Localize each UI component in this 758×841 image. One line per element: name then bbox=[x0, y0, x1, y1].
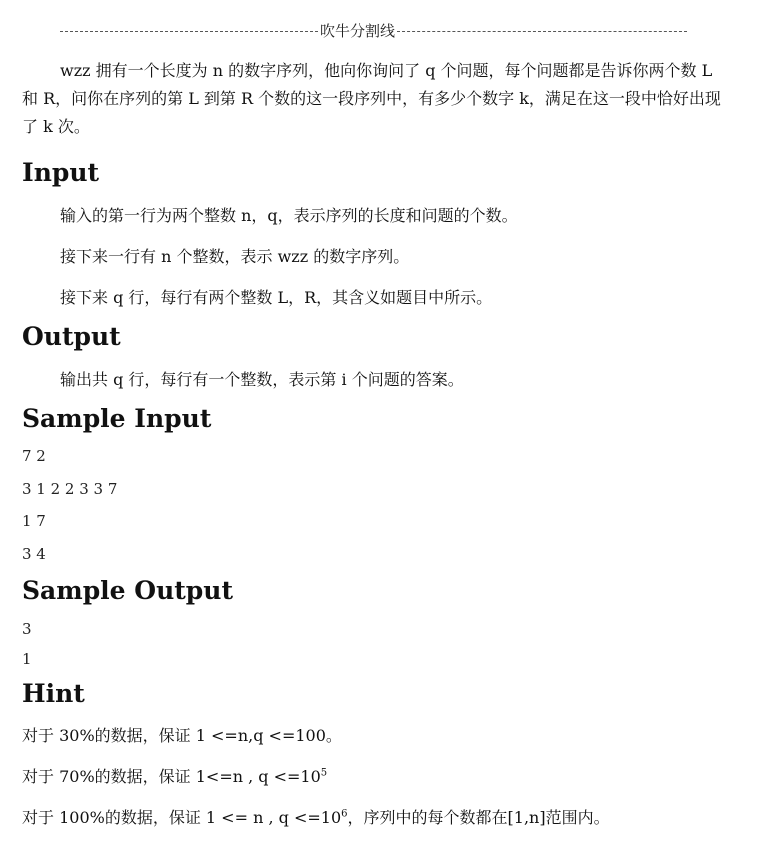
sample-input-line-3: 1 7 bbox=[22, 512, 46, 530]
sample-input-line-1: 7 2 bbox=[22, 447, 46, 465]
sample-input-heading: Sample Input bbox=[22, 404, 212, 433]
hint-line-3-exponent: 6 bbox=[341, 808, 348, 820]
hint-line-2-text: 对于 70%的数据，保证 1<=n , q <=10 bbox=[22, 767, 321, 786]
hint-line-2-exponent: 5 bbox=[320, 767, 328, 779]
divider-label: 吹牛分割线 bbox=[320, 22, 396, 40]
output-line-1: 输出共 q 行，每行有一个整数，表示第 i 个问题的答案。 bbox=[60, 370, 464, 389]
sample-output-line-1: 3 bbox=[22, 620, 32, 638]
output-heading: Output bbox=[22, 322, 121, 351]
input-line-3: 接下来 q 行，每行有两个整数 L，R，其含义如题目中所示。 bbox=[60, 288, 493, 307]
sample-output-heading: Sample Output bbox=[22, 576, 233, 605]
problem-description: wzz 拥有一个长度为 n 的数字序列，他向你询问了 q 个问题，每个问题都是告诉你两个数 L 和 R，问你在序列的第 L 到第 R 个数的这一段序列中，有多少个数字 k，满足在这一段中恰好出现了 k 次。 bbox=[22, 61, 721, 136]
hint-line-3-text: 对于 100%的数据，保证 1 <= n , q <=10 bbox=[22, 808, 342, 827]
hint-line-3 bbox=[22, 804, 732, 832]
hint-line-3-tail: ，序列中的每个数都在[1,n]范围内。 bbox=[347, 808, 610, 827]
sample-output-line-2: 1 bbox=[22, 650, 32, 668]
hint-line-2 bbox=[22, 763, 732, 791]
hint-line-1: 对于 30%的数据，保证 1 <=n,q <=100。 bbox=[22, 726, 342, 745]
input-line-2: 接下来一行有 n 个整数，表示 wzz 的数字序列。 bbox=[60, 247, 410, 266]
input-line-1: 输入的第一行为两个整数 n，q，表示序列的长度和问题的个数。 bbox=[60, 206, 518, 225]
input-heading: Input bbox=[22, 158, 100, 187]
section-divider bbox=[60, 20, 710, 41]
divider-dash-left bbox=[60, 31, 318, 32]
divider-dash-right bbox=[397, 31, 687, 32]
sample-input-line-2: 3 1 2 2 3 3 7 bbox=[22, 480, 118, 498]
hint-heading: Hint bbox=[22, 679, 85, 708]
sample-input-line-4: 3 4 bbox=[22, 545, 46, 563]
